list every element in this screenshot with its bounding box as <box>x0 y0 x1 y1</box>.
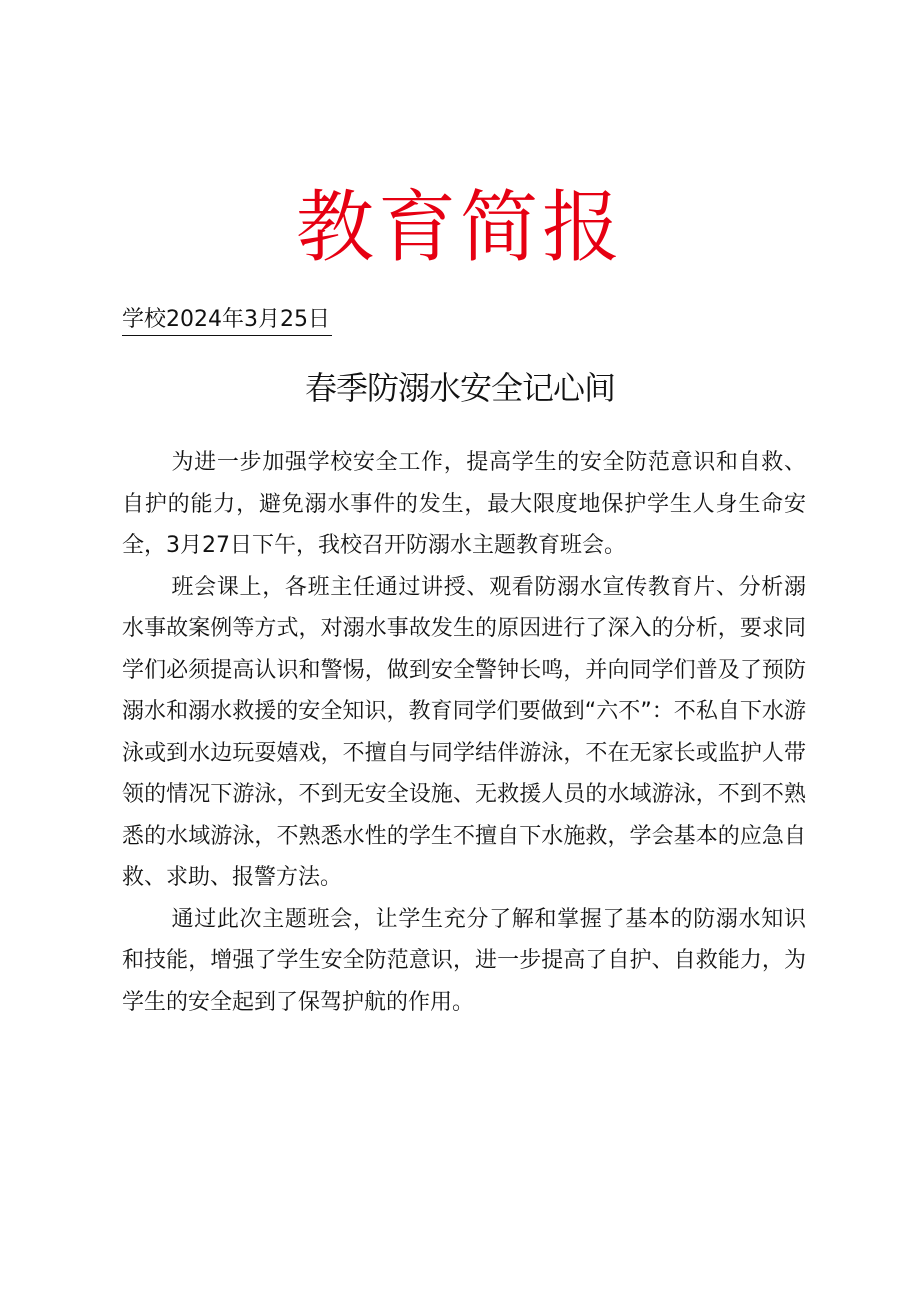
masthead-title: 教育简报 <box>295 183 624 273</box>
article-paragraph: 为进一步加强学校安全工作，提高学生的安全防范意识和自救、自护的能力，避免溺水事件的发生，最大限度地保护学生人身生命安全，3月27日下午，我校召开防溺水主题教育班会。 <box>122 450 806 558</box>
dateline: 学校2024年3月25日 <box>122 305 332 336</box>
article-headline: 春季防溺水安全记心间 <box>304 369 615 407</box>
article-paragraph: 班会课上，各班主任通过讲授、观看防溺水宣传教育片、分析溺水事故案例等方式，对溺水事故发生的原因进行了深入的分析，要求同学们必须提高认识和警惕，做到安全警钟长鸣，并向同学们普及了预防溺水和溺水救援的安全知识，教育同学们要做到“六不”：不私自下水游泳或到水边玩耍嬉戏，不擅自与同学结伴游泳，不在无家长或监护人带领的情况下游泳，不到无安全设施、无救援人员的水域游泳，不到不熟悉的水域游泳，不熟悉水性的学生不擅自下水施救，学会基本的应急自救、求助、报警方法。 <box>122 574 806 890</box>
article-paragraph: 通过此次主题班会，让学生充分了解和掌握了基本的防溺水知识和技能，增强了学生安全防范意识，进一步提高了自护、自救能力，为学生的安全起到了保驾护航的作用。 <box>122 906 806 1015</box>
article-body <box>122 442 806 1023</box>
